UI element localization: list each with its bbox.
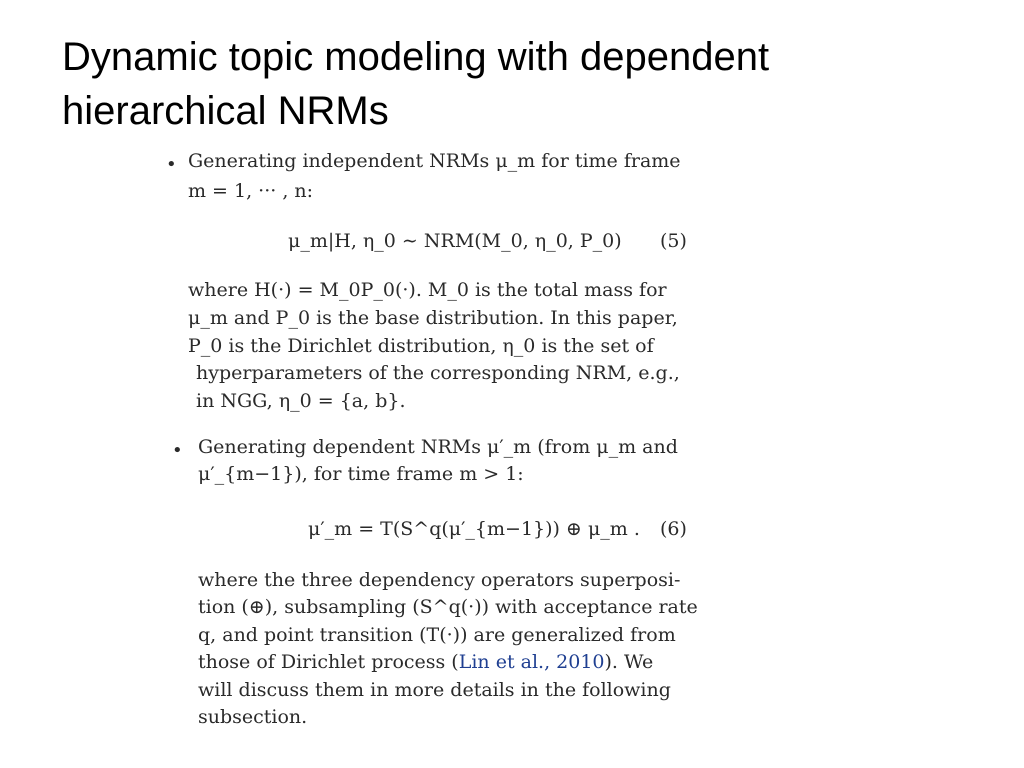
item1-line1-text: Generating independent NRMs μ_m for time frame: [188, 150, 681, 172]
item1-line2: [188, 180, 313, 202]
bullet-1: •: [166, 154, 177, 175]
item1-line2-text: m = 1, ··· , n:: [188, 180, 314, 202]
item1-where-line2: μ_m and P_0 is the base distribution. In this paper,: [188, 307, 678, 329]
equation-6: μ′_m = T(S^q(μ′_{m−1})) ⊕ μ_m .: [308, 518, 640, 540]
equation-5-number: (5): [660, 230, 687, 252]
item2-line1: Generating dependent NRMs μ′_m (from μ_m and: [198, 436, 678, 458]
item2-where-line3: q, and point transition (T(·)) are generalized from: [198, 624, 676, 646]
item1-where-line5: in NGG, η_0 = {a, b}.: [196, 390, 406, 412]
item1-where-line3: P_0 is the Dirichlet distribution, η_0 is the set of: [188, 335, 654, 357]
bullet-2: •: [172, 440, 183, 461]
item2-where-line1: where the three dependency operators superposi-: [198, 569, 681, 591]
citation-text[interactable]: Lin et al., 2010: [458, 651, 605, 673]
item1-line1: [188, 150, 681, 172]
item2-where-line6: subsection.: [198, 706, 308, 728]
slide-title-line1: Dynamic topic modeling with dependent: [62, 35, 770, 79]
item2-where-line2: tion (⊕), subsampling (S^q(·)) with acceptance rate: [198, 596, 698, 618]
item1-where-line4: hyperparameters of the corresponding NRM, e.g.,: [196, 362, 680, 384]
item2-where-line5: will discuss them in more details in the following: [198, 679, 671, 701]
item1-where-line1: where H(·) = M_0P_0(·). M_0 is the total mass for: [188, 279, 667, 301]
slide-title-line2: hierarchical NRMs: [62, 89, 389, 133]
item2-where-line4: those of Dirichlet process (Lin et al., 2010). We: [198, 651, 654, 673]
equation-5: μ_m|H, η_0 ∼ NRM(M_0, η_0, P_0): [288, 230, 622, 252]
item2-line2: μ′_{m−1}), for time frame m > 1:: [198, 463, 524, 485]
slide-title: [62, 30, 962, 138]
equation-6-number: (6): [660, 518, 687, 540]
